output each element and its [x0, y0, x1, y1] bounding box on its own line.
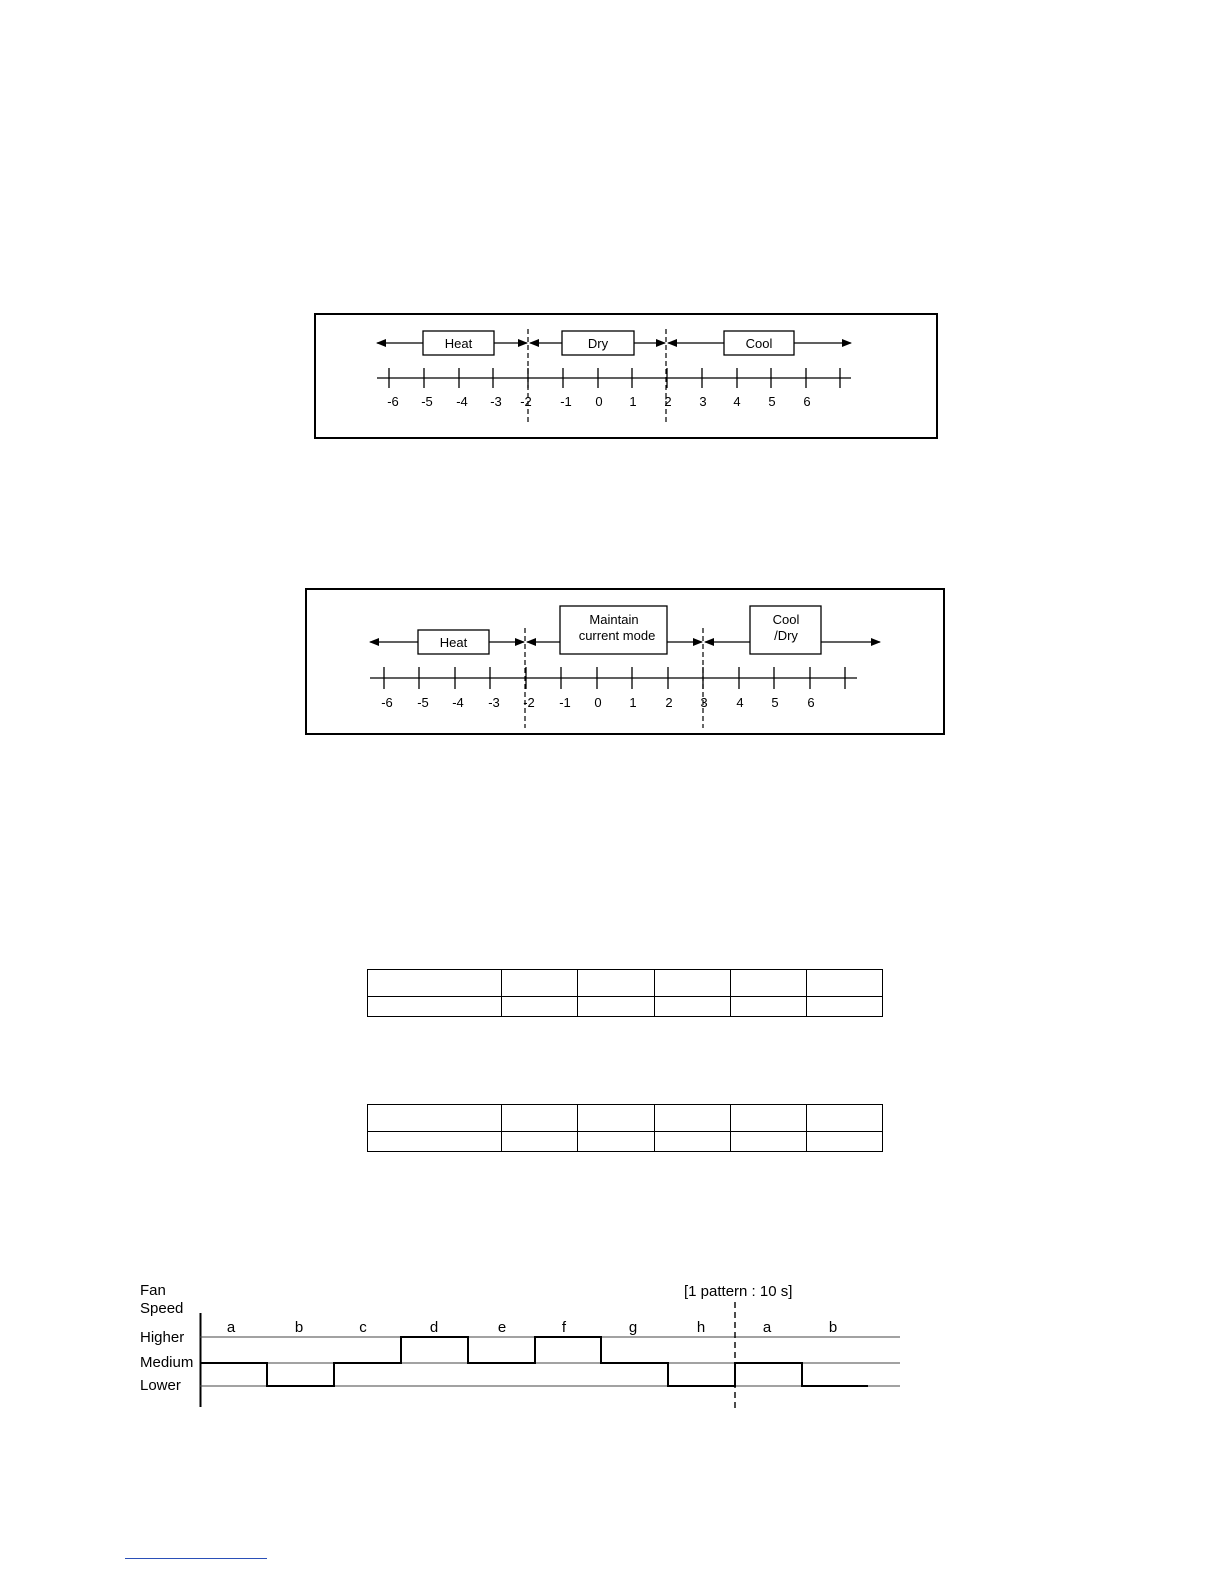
table-cell [368, 970, 502, 997]
tick-label: 1 [629, 695, 637, 710]
tick-label: 5 [768, 394, 776, 409]
table-cell [502, 1105, 578, 1132]
table-cell [731, 970, 807, 997]
fan-speed-trace [200, 1337, 868, 1386]
tick-label: -4 [452, 695, 464, 710]
table-cell [502, 1132, 578, 1152]
table-cell [368, 997, 502, 1017]
tick-label: -3 [490, 394, 502, 409]
tick-label: 5 [771, 695, 779, 710]
mode-diagram-2-canvas [307, 590, 943, 733]
tick-label: 4 [736, 695, 744, 710]
pattern-note: [1 pattern : 10 s] [684, 1283, 793, 1300]
tick-labels [381, 695, 814, 710]
fan-axis-title-line1: Fan [140, 1282, 166, 1299]
cooldry-label-line1: Cool [772, 612, 800, 627]
maintain-label-line2: current mode [578, 628, 656, 643]
table-cell [655, 997, 731, 1017]
segment-label: f [561, 1319, 567, 1336]
tick-labels [387, 394, 810, 409]
table-cell [731, 1132, 807, 1152]
level-label-higher: Higher [140, 1329, 185, 1346]
level-label-medium: Medium [140, 1354, 194, 1371]
table-row [368, 997, 883, 1017]
table-cell [807, 970, 883, 997]
blank-table-2 [367, 1104, 883, 1152]
segment-label: d [429, 1319, 439, 1336]
segment-label: b [294, 1319, 304, 1336]
tick-label: -1 [559, 695, 571, 710]
segment-label: c [359, 1319, 367, 1336]
mode-diagram-1-canvas [316, 315, 936, 437]
table-row [368, 1105, 883, 1132]
fan-axis-title-line2: Speed [140, 1300, 184, 1317]
segment-label: e [497, 1319, 507, 1336]
tick-label: -6 [381, 695, 393, 710]
tick-label: 0 [594, 695, 602, 710]
table-cell [655, 970, 731, 997]
tick-label: 6 [807, 695, 815, 710]
table-cell [578, 1132, 655, 1152]
cooldry-label-line2: /Dry [774, 628, 798, 643]
segment-label: g [628, 1319, 638, 1336]
tick-label: 0 [595, 394, 603, 409]
table-cell [655, 1132, 731, 1152]
heat-label: Heat [439, 635, 468, 650]
table-cell [807, 997, 883, 1017]
table-cell [368, 1132, 502, 1152]
segment-label: a [226, 1319, 236, 1336]
cool-label: Cool [745, 336, 773, 351]
table-cell [578, 997, 655, 1017]
tick-label: 2 [665, 695, 673, 710]
tick-label: -2 [523, 695, 535, 710]
table-cell [368, 1105, 502, 1132]
tick-label: -3 [488, 695, 500, 710]
tick-label: 3 [700, 695, 708, 710]
tick-label: 4 [733, 394, 741, 409]
tick-label: -5 [417, 695, 429, 710]
footnote-rule [125, 1558, 267, 1559]
segment-label: h [696, 1319, 706, 1336]
heat-label: Heat [444, 336, 473, 351]
table-cell [502, 970, 578, 997]
fan-speed-chart [130, 1275, 910, 1415]
table-cell [502, 997, 578, 1017]
maintain-label-line1: Maintain [589, 612, 639, 627]
tick-label: -5 [421, 394, 433, 409]
tick-label: 6 [803, 394, 811, 409]
mode-diagram-1 [314, 313, 938, 439]
table-row [368, 970, 883, 997]
mode-diagram-2 [305, 588, 945, 735]
table-cell [807, 1105, 883, 1132]
segment-label: a [762, 1319, 772, 1336]
segment-label: b [828, 1319, 838, 1336]
table-cell [731, 997, 807, 1017]
segment-labels [227, 1319, 837, 1336]
tick-label: 1 [629, 394, 637, 409]
table-cell [655, 1105, 731, 1132]
tick-label: 3 [699, 394, 707, 409]
blank-table-1 [367, 969, 883, 1017]
table-row [368, 1132, 883, 1152]
tick-label: -6 [387, 394, 399, 409]
tick-label: 2 [664, 394, 672, 409]
level-label-lower: Lower [140, 1377, 181, 1394]
table-cell [731, 1105, 807, 1132]
table-cell [578, 970, 655, 997]
tick-label: -1 [560, 394, 572, 409]
table-cell [578, 1105, 655, 1132]
table-cell [807, 1132, 883, 1152]
tick-label: -4 [456, 394, 468, 409]
tick-label: -2 [520, 394, 532, 409]
dry-label: Dry [587, 336, 609, 351]
